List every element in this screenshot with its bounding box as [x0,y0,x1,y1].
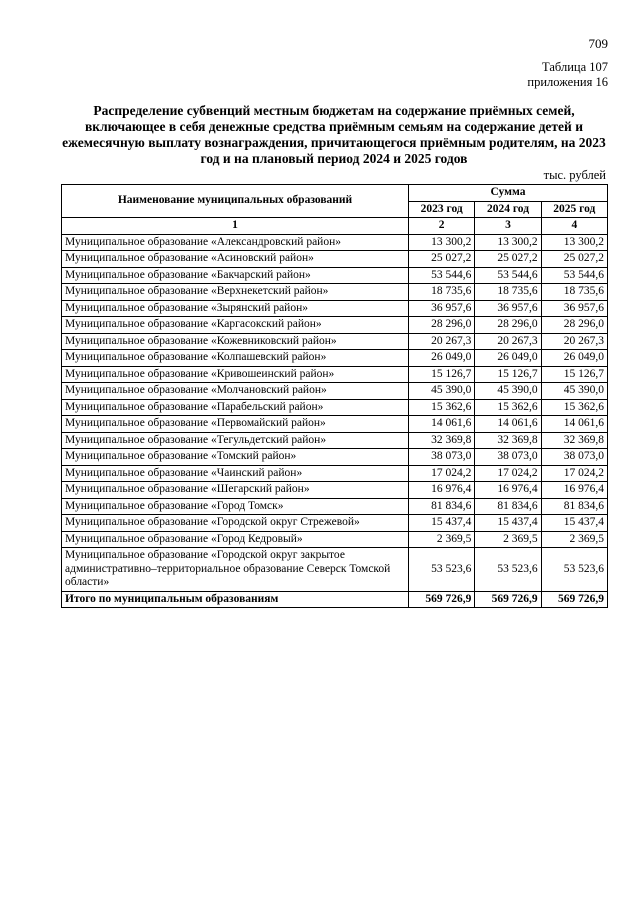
value-2024: 45 390,0 [475,383,541,400]
header-year-2023: 2023 год [409,201,475,218]
value-2023: 15 126,7 [409,366,475,383]
municipality-name: Муниципальное образование «Шегарский район» [62,482,409,499]
value-2023: 2 369,5 [409,531,475,548]
value-2025: 17 024,2 [541,465,607,482]
table-row [62,449,608,466]
value-2024: 14 061,6 [475,416,541,433]
header-name-cell: Наименование муниципальных образований [62,185,409,218]
header-year-2024: 2024 год [475,201,541,218]
value-2025: 16 976,4 [541,482,607,499]
value-2024: 15 126,7 [475,366,541,383]
value-2023: 53 523,6 [409,548,475,592]
column-number: 3 [475,218,541,235]
table-row [62,416,608,433]
table-row [62,267,608,284]
value-2024: 26 049,0 [475,350,541,367]
total-2025: 569 726,9 [541,591,607,608]
table-header [62,185,608,235]
municipality-name: Муниципальное образование «Парабельский район» [62,399,409,416]
value-2023: 38 073,0 [409,449,475,466]
value-2025: 32 369,8 [541,432,607,449]
table-row [62,284,608,301]
value-2024: 32 369,8 [475,432,541,449]
municipality-name: Муниципальное образование «Бакчарский район» [62,267,409,284]
total-2023: 569 726,9 [409,591,475,608]
table-row [62,482,608,499]
column-number: 1 [62,218,409,235]
value-2023: 17 024,2 [409,465,475,482]
value-2025: 14 061,6 [541,416,607,433]
value-2024: 81 834,6 [475,498,541,515]
value-2024: 36 957,6 [475,300,541,317]
value-2025: 20 267,3 [541,333,607,350]
municipality-name: Муниципальное образование «Кожевниковский район» [62,333,409,350]
value-2025: 15 126,7 [541,366,607,383]
municipality-name: Муниципальное образование «Колпашевский район» [62,350,409,367]
header-row [62,185,608,202]
value-2023: 16 976,4 [409,482,475,499]
value-2024: 17 024,2 [475,465,541,482]
municipality-name: Муниципальное образование «Чаинский район» [62,465,409,482]
table-row [62,548,608,592]
table-row [62,350,608,367]
header-sum-cell: Сумма [409,185,608,202]
value-2024: 13 300,2 [475,234,541,251]
subsidy-table [61,184,608,608]
total-row [62,591,608,608]
total-2024: 569 726,9 [475,591,541,608]
value-2023: 26 049,0 [409,350,475,367]
table-row [62,300,608,317]
table-row [62,465,608,482]
municipality-name: Муниципальное образование «Городской округ закрытое административно–территориальное образование Северск Томской области» [62,548,409,592]
value-2025: 53 523,6 [541,548,607,592]
municipality-name: Муниципальное образование «Верхнекетский район» [62,284,409,301]
value-2023: 81 834,6 [409,498,475,515]
municipality-name: Муниципальное образование «Молчановский район» [62,383,409,400]
value-2024: 2 369,5 [475,531,541,548]
value-2024: 15 362,6 [475,399,541,416]
value-2023: 20 267,3 [409,333,475,350]
document-title: Распределение субвенций местным бюджетам на содержание приёмных семей, включающее в себя денежные средства приёмным семьям на содержание детей и ежемесячную выплату вознаграждения, причитающегося приёмным родителям, на 2023 год и на плановый период 2024 и 2025 годов [62,103,606,166]
value-2025: 13 300,2 [541,234,607,251]
value-2025: 53 544,6 [541,267,607,284]
value-2024: 28 296,0 [475,317,541,334]
municipality-name: Муниципальное образование «Город Томск» [62,498,409,515]
value-2023: 32 369,8 [409,432,475,449]
value-2024: 38 073,0 [475,449,541,466]
value-2025: 28 296,0 [541,317,607,334]
value-2025: 38 073,0 [541,449,607,466]
value-2025: 15 437,4 [541,515,607,532]
value-2025: 25 027,2 [541,251,607,268]
table-reference-line2: приложения 16 [527,75,608,89]
value-2024: 53 544,6 [475,267,541,284]
column-number: 4 [541,218,607,235]
table-row [62,383,608,400]
total-label: Итого по муниципальным образованиям [62,591,409,608]
value-2024: 20 267,3 [475,333,541,350]
table-body [62,234,608,608]
value-2023: 18 735,6 [409,284,475,301]
table-reference [527,60,608,90]
value-2024: 16 976,4 [475,482,541,499]
table-reference-line1: Таблица 107 [542,60,608,74]
value-2024: 18 735,6 [475,284,541,301]
municipality-name: Муниципальное образование «Александровский район» [62,234,409,251]
municipality-name: Муниципальное образование «Городской округ Стрежевой» [62,515,409,532]
header-year-2025: 2025 год [541,201,607,218]
value-2025: 81 834,6 [541,498,607,515]
value-2023: 36 957,6 [409,300,475,317]
municipality-name: Муниципальное образование «Зырянский район» [62,300,409,317]
value-2023: 28 296,0 [409,317,475,334]
table-row [62,498,608,515]
value-2023: 15 437,4 [409,515,475,532]
value-2024: 53 523,6 [475,548,541,592]
table-row [62,317,608,334]
value-2023: 53 544,6 [409,267,475,284]
unit-label: тыс. рублей [543,168,606,182]
value-2025: 15 362,6 [541,399,607,416]
value-2023: 25 027,2 [409,251,475,268]
value-2023: 13 300,2 [409,234,475,251]
table-row [62,234,608,251]
table-row [62,366,608,383]
value-2025: 26 049,0 [541,350,607,367]
table-row [62,531,608,548]
value-2025: 36 957,6 [541,300,607,317]
table-row [62,399,608,416]
value-2025: 2 369,5 [541,531,607,548]
column-number-row [62,218,608,235]
municipality-name: Муниципальное образование «Каргасокский район» [62,317,409,334]
table-row [62,333,608,350]
municipality-name: Муниципальное образование «Асиновский район» [62,251,409,268]
municipality-name: Муниципальное образование «Город Кедровый» [62,531,409,548]
value-2025: 45 390,0 [541,383,607,400]
table-row [62,432,608,449]
municipality-name: Муниципальное образование «Кривошеинский район» [62,366,409,383]
municipality-name: Муниципальное образование «Тегульдетский район» [62,432,409,449]
column-number: 2 [409,218,475,235]
value-2023: 45 390,0 [409,383,475,400]
value-2024: 15 437,4 [475,515,541,532]
municipality-name: Муниципальное образование «Томский район» [62,449,409,466]
municipality-name: Муниципальное образование «Первомайский район» [62,416,409,433]
value-2023: 14 061,6 [409,416,475,433]
value-2023: 15 362,6 [409,399,475,416]
table-row [62,515,608,532]
page-number: 709 [588,36,608,51]
value-2025: 18 735,6 [541,284,607,301]
table-row [62,251,608,268]
value-2024: 25 027,2 [475,251,541,268]
